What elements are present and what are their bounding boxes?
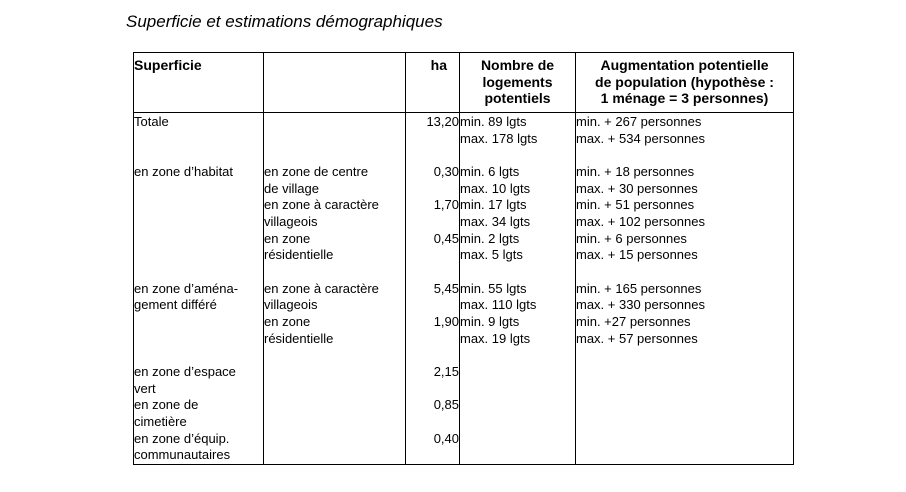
spacer-cell (406, 147, 460, 164)
population-value (576, 164, 794, 197)
table-row (134, 397, 794, 430)
subzone-label (264, 431, 406, 465)
table-header-row (134, 53, 794, 113)
header-augmentation (576, 53, 794, 113)
zone-label-line: communautaires (134, 447, 231, 463)
table-row (134, 364, 794, 397)
logements-value (460, 197, 576, 230)
table-row (134, 281, 794, 314)
subzone-label-line: résidentielle (264, 247, 334, 263)
subzone-label (264, 314, 406, 347)
zone-label-line: en zone d’habitat (134, 164, 234, 180)
subzone-label-line: en zone de centre (264, 164, 369, 180)
logements-value-line: min. 9 lgts (460, 313, 520, 329)
population-value-line: min. + 6 personnes (576, 230, 687, 246)
ha-value: 0,85 (406, 397, 460, 430)
header-logements-line: logements (482, 73, 553, 90)
subzone-label-line: en zone à caractère (264, 280, 379, 296)
ha-value: 2,15 (406, 364, 460, 397)
logements-value (460, 281, 576, 314)
logements-value-line: max. 10 lgts (460, 180, 531, 196)
spacer-cell (460, 347, 576, 364)
header-augmentation-line: Augmentation potentielle (600, 57, 769, 73)
spacer-cell (264, 347, 406, 364)
ha-value: 13,20 (406, 113, 460, 148)
table-row (134, 431, 794, 465)
logements-value-line: min. 6 lgts (460, 164, 520, 180)
population-value-line: min. +27 personnes (576, 313, 691, 329)
spacer-row (134, 147, 794, 164)
header-subzone (264, 53, 406, 113)
logements-value (460, 231, 576, 264)
population-value-line: max. + 57 personnes (576, 330, 698, 346)
population-value-line: min. + 267 personnes (576, 114, 702, 129)
header-superficie: Superficie (134, 53, 264, 113)
subzone-label-line: en zone (264, 230, 311, 246)
logements-value-line: min. 2 lgts (460, 230, 520, 246)
population-value-line: min. + 165 personnes (576, 280, 702, 296)
header-augmentation-line: 1 ménage = 3 personnes) (600, 90, 769, 106)
subzone-label-line: de village (264, 180, 319, 196)
spacer-cell (406, 264, 460, 281)
ha-value: 1,90 (406, 314, 460, 347)
spacer-cell (576, 264, 794, 281)
spacer-cell (576, 147, 794, 164)
table-row (134, 113, 794, 148)
zone-label (134, 164, 264, 197)
subzone-label-line: en zone à caractère (264, 197, 379, 213)
population-value-line: max. + 102 personnes (576, 213, 705, 229)
header-ha: ha (406, 53, 460, 113)
zone-label-line: en zone d’équip. (134, 430, 230, 446)
population-value (576, 397, 794, 430)
logements-value-line: max. 19 lgts (460, 330, 531, 346)
population-value (576, 231, 794, 264)
subzone-label (264, 231, 406, 264)
population-value-line: max. + 534 personnes (576, 130, 705, 146)
spacer-cell (460, 147, 576, 164)
subzone-label-line: villageois (264, 297, 318, 313)
zone-label (134, 364, 264, 397)
spacer-cell (576, 347, 794, 364)
logements-value (460, 164, 576, 197)
population-value (576, 113, 794, 148)
table-body (134, 113, 794, 465)
logements-value (460, 364, 576, 397)
zone-label (134, 397, 264, 430)
subzone-label (264, 364, 406, 397)
population-value-line: min. + 51 personnes (576, 197, 695, 213)
population-value-line: max. + 330 personnes (576, 297, 705, 313)
zone-label-line: Totale (134, 114, 169, 129)
subzone-label-line: en zone (264, 313, 311, 329)
header-logements-line: potentiels (484, 90, 551, 106)
ha-value: 0,30 (406, 164, 460, 197)
ha-value: 1,70 (406, 197, 460, 230)
zone-label (134, 431, 264, 465)
population-value (576, 281, 794, 314)
spacer-cell (264, 264, 406, 281)
zone-label-line: en zone de (134, 397, 199, 413)
logements-value-line: max. 178 lgts (460, 130, 538, 146)
zone-label (134, 113, 264, 148)
zone-label (134, 197, 264, 230)
subzone-label-line: résidentielle (264, 330, 334, 346)
spacer-cell (134, 147, 264, 164)
zone-label (134, 231, 264, 264)
header-augmentation-line: de population (hypothèse : (595, 73, 774, 90)
spacer-row (134, 264, 794, 281)
header-logements-line: Nombre de (480, 57, 555, 73)
zone-label (134, 281, 264, 314)
spacer-cell (134, 347, 264, 364)
logements-value (460, 113, 576, 148)
subzone-label (264, 397, 406, 430)
zone-label-line: cimetière (134, 413, 187, 429)
zone-label (134, 314, 264, 347)
zone-label-line: vert (134, 380, 156, 396)
logements-value (460, 397, 576, 430)
zone-label-line: gement différé (134, 297, 217, 313)
ha-value: 0,45 (406, 231, 460, 264)
header-logements (460, 53, 576, 113)
logements-value-line: min. 17 lgts (460, 197, 527, 213)
spacer-row (134, 347, 794, 364)
subzone-label (264, 197, 406, 230)
superficie-table (133, 52, 794, 465)
logements-value-line: min. 55 lgts (460, 280, 527, 296)
logements-value (460, 431, 576, 465)
table-row (134, 197, 794, 230)
logements-value-line: min. 89 lgts (460, 114, 527, 129)
subzone-label (264, 113, 406, 148)
logements-value-line: max. 110 lgts (460, 297, 537, 313)
subzone-label (264, 281, 406, 314)
population-value-line: min. + 18 personnes (576, 164, 695, 180)
logements-value-line: max. 5 lgts (460, 247, 523, 263)
ha-value: 5,45 (406, 281, 460, 314)
table-row (134, 314, 794, 347)
spacer-cell (460, 264, 576, 281)
table-row (134, 164, 794, 197)
spacer-cell (134, 264, 264, 281)
logements-value-line: max. 34 lgts (460, 213, 531, 229)
zone-label-line: en zone d’aména- (134, 280, 239, 296)
population-value (576, 314, 794, 347)
table-row (134, 231, 794, 264)
ha-value: 0,40 (406, 431, 460, 465)
population-value-line: max. + 15 personnes (576, 247, 698, 263)
population-value-line: max. + 30 personnes (576, 180, 698, 196)
population-value (576, 364, 794, 397)
subzone-label-line: villageois (264, 213, 318, 229)
population-value (576, 197, 794, 230)
zone-label-line: en zone d’espace (134, 364, 236, 380)
spacer-cell (406, 347, 460, 364)
logements-value (460, 314, 576, 347)
spacer-cell (264, 147, 406, 164)
subzone-label (264, 164, 406, 197)
population-value (576, 431, 794, 465)
page-title: Superficie et estimations démographiques (126, 12, 443, 31)
